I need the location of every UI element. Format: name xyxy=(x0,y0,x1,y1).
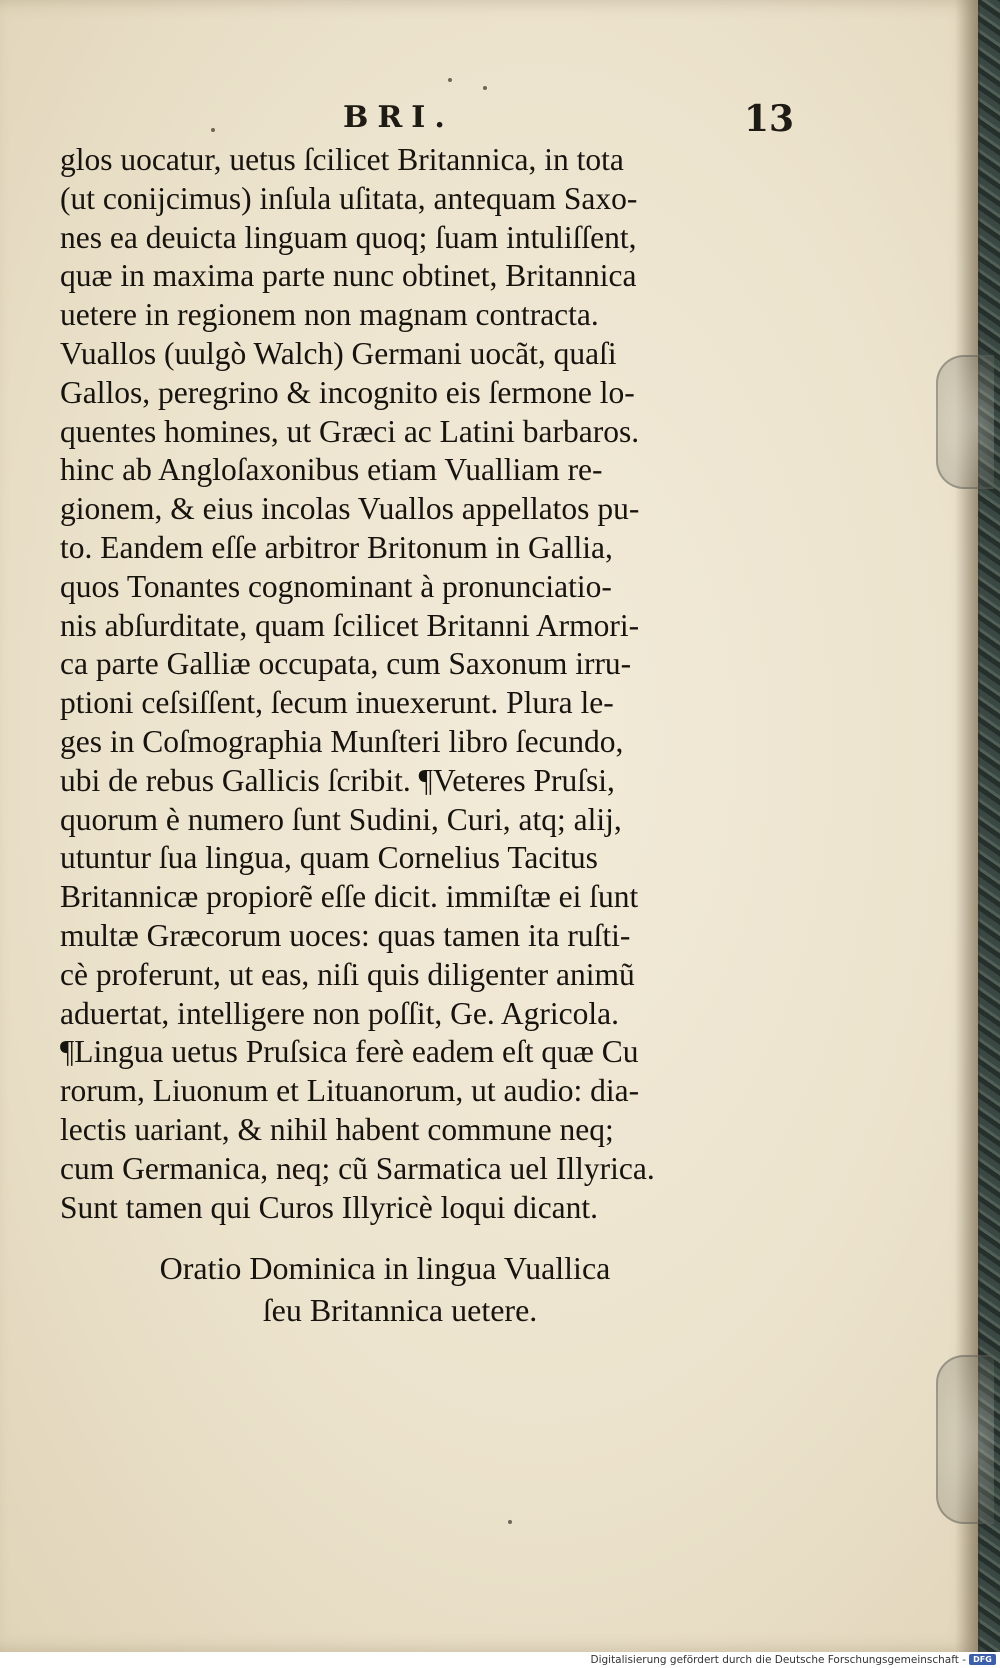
text-line: (ut conijcimus) inſula uſitata, antequam Saxo- xyxy=(60,180,638,216)
page-clip xyxy=(936,355,994,489)
text-line: ca parte Galliæ occupata, cum Saxonum irru- xyxy=(60,646,632,682)
text-line: ubi de rebus Gallicis ſcribit. ¶Veteres Pruſsi, xyxy=(60,762,615,798)
text-line: utuntur ſua lingua, quam Cornelius Tacitus xyxy=(60,840,598,876)
section-heading xyxy=(60,1247,740,1331)
text-line: aduertat, intelligere non poſſit, Ge. Agricola. xyxy=(60,995,619,1031)
text-line: ¶Lingua uetus Pruſsica ferè eadem eſt quæ Cu xyxy=(60,1034,639,1070)
text-line: quorum è numero ſunt Sudini, Curi, atq; alij, xyxy=(60,801,622,837)
text-line: quentes homines, ut Græci ac Latini barbaros. xyxy=(60,413,640,449)
text-line: nis abſurditate, quam ſcilicet Britanni Armori- xyxy=(60,607,640,643)
text-line: quæ in maxima parte nunc obtinet, Britannica xyxy=(60,258,637,294)
text-line: nes ea deuicta linguam quoq; ſuam intuliſſent, xyxy=(60,219,637,255)
text-line: ges in Coſmographia Munſteri libro ſecundo, xyxy=(60,723,624,759)
paper-speck xyxy=(508,1520,512,1524)
text-line: uetere in regionem non magnam contracta. xyxy=(60,297,599,333)
text-line: gionem, & eius incolas Vuallos appellatos pu- xyxy=(60,491,640,527)
text-line: quos Tonantes cognominant à pronunciatio- xyxy=(60,568,612,604)
paper-speck xyxy=(448,78,452,82)
page-number: 13 xyxy=(744,98,795,140)
footer-credit: Digitalisierung gefördert durch die Deutsche Forschungsgemeinschaft - xyxy=(590,1654,966,1666)
dfg-logo-icon: DFG xyxy=(969,1654,996,1665)
paper-speck xyxy=(211,128,215,132)
page-clip xyxy=(936,1355,994,1524)
text-line: ptioni ceſsiſſent, ſecum inuexerunt. Plura le- xyxy=(60,685,614,721)
heading-line: ſeu Britannica uetere. xyxy=(262,1292,538,1328)
text-line: glos uocatur, uetus ſcilicet Britannica, in tota xyxy=(60,142,624,177)
text-line: Sunt tamen qui Curos Illyricè loqui dicant. xyxy=(60,1189,599,1225)
text-line: Gallos, peregrino & incognito eis ſermone lo- xyxy=(60,374,635,410)
text-line: lectis uariant, & nihil habent commune neq; xyxy=(60,1111,614,1147)
text-line: multæ Græcorum uoces: quas tamen ita ruſti- xyxy=(60,917,631,953)
body-text xyxy=(60,141,740,1227)
heading-line: Oratio Dominica in lingua Vuallica xyxy=(159,1250,611,1286)
text-line: Vuallos (uulgò Walch) Germani uocãt, quaſi xyxy=(60,335,617,371)
text-line: cè proferunt, ut eas, niſi quis diligenter animũ xyxy=(60,956,635,992)
text-line: hinc ab Angloſaxonibus etiam Vualliam re- xyxy=(60,452,603,488)
running-head: BRI. xyxy=(343,100,454,135)
text-line: to. Eandem eſſe arbitror Britonum in Gallia, xyxy=(60,529,613,565)
text-line: rorum, Liuonum et Lituanorum, ut audio: dia- xyxy=(60,1073,640,1109)
paper-speck xyxy=(483,86,487,90)
text-line: Britannicæ propiorẽ eſſe dicit. immiſtæ ei ſunt xyxy=(60,879,639,915)
text-line: cum Germanica, neq; cũ Sarmatica uel Illyrica. xyxy=(60,1150,655,1186)
